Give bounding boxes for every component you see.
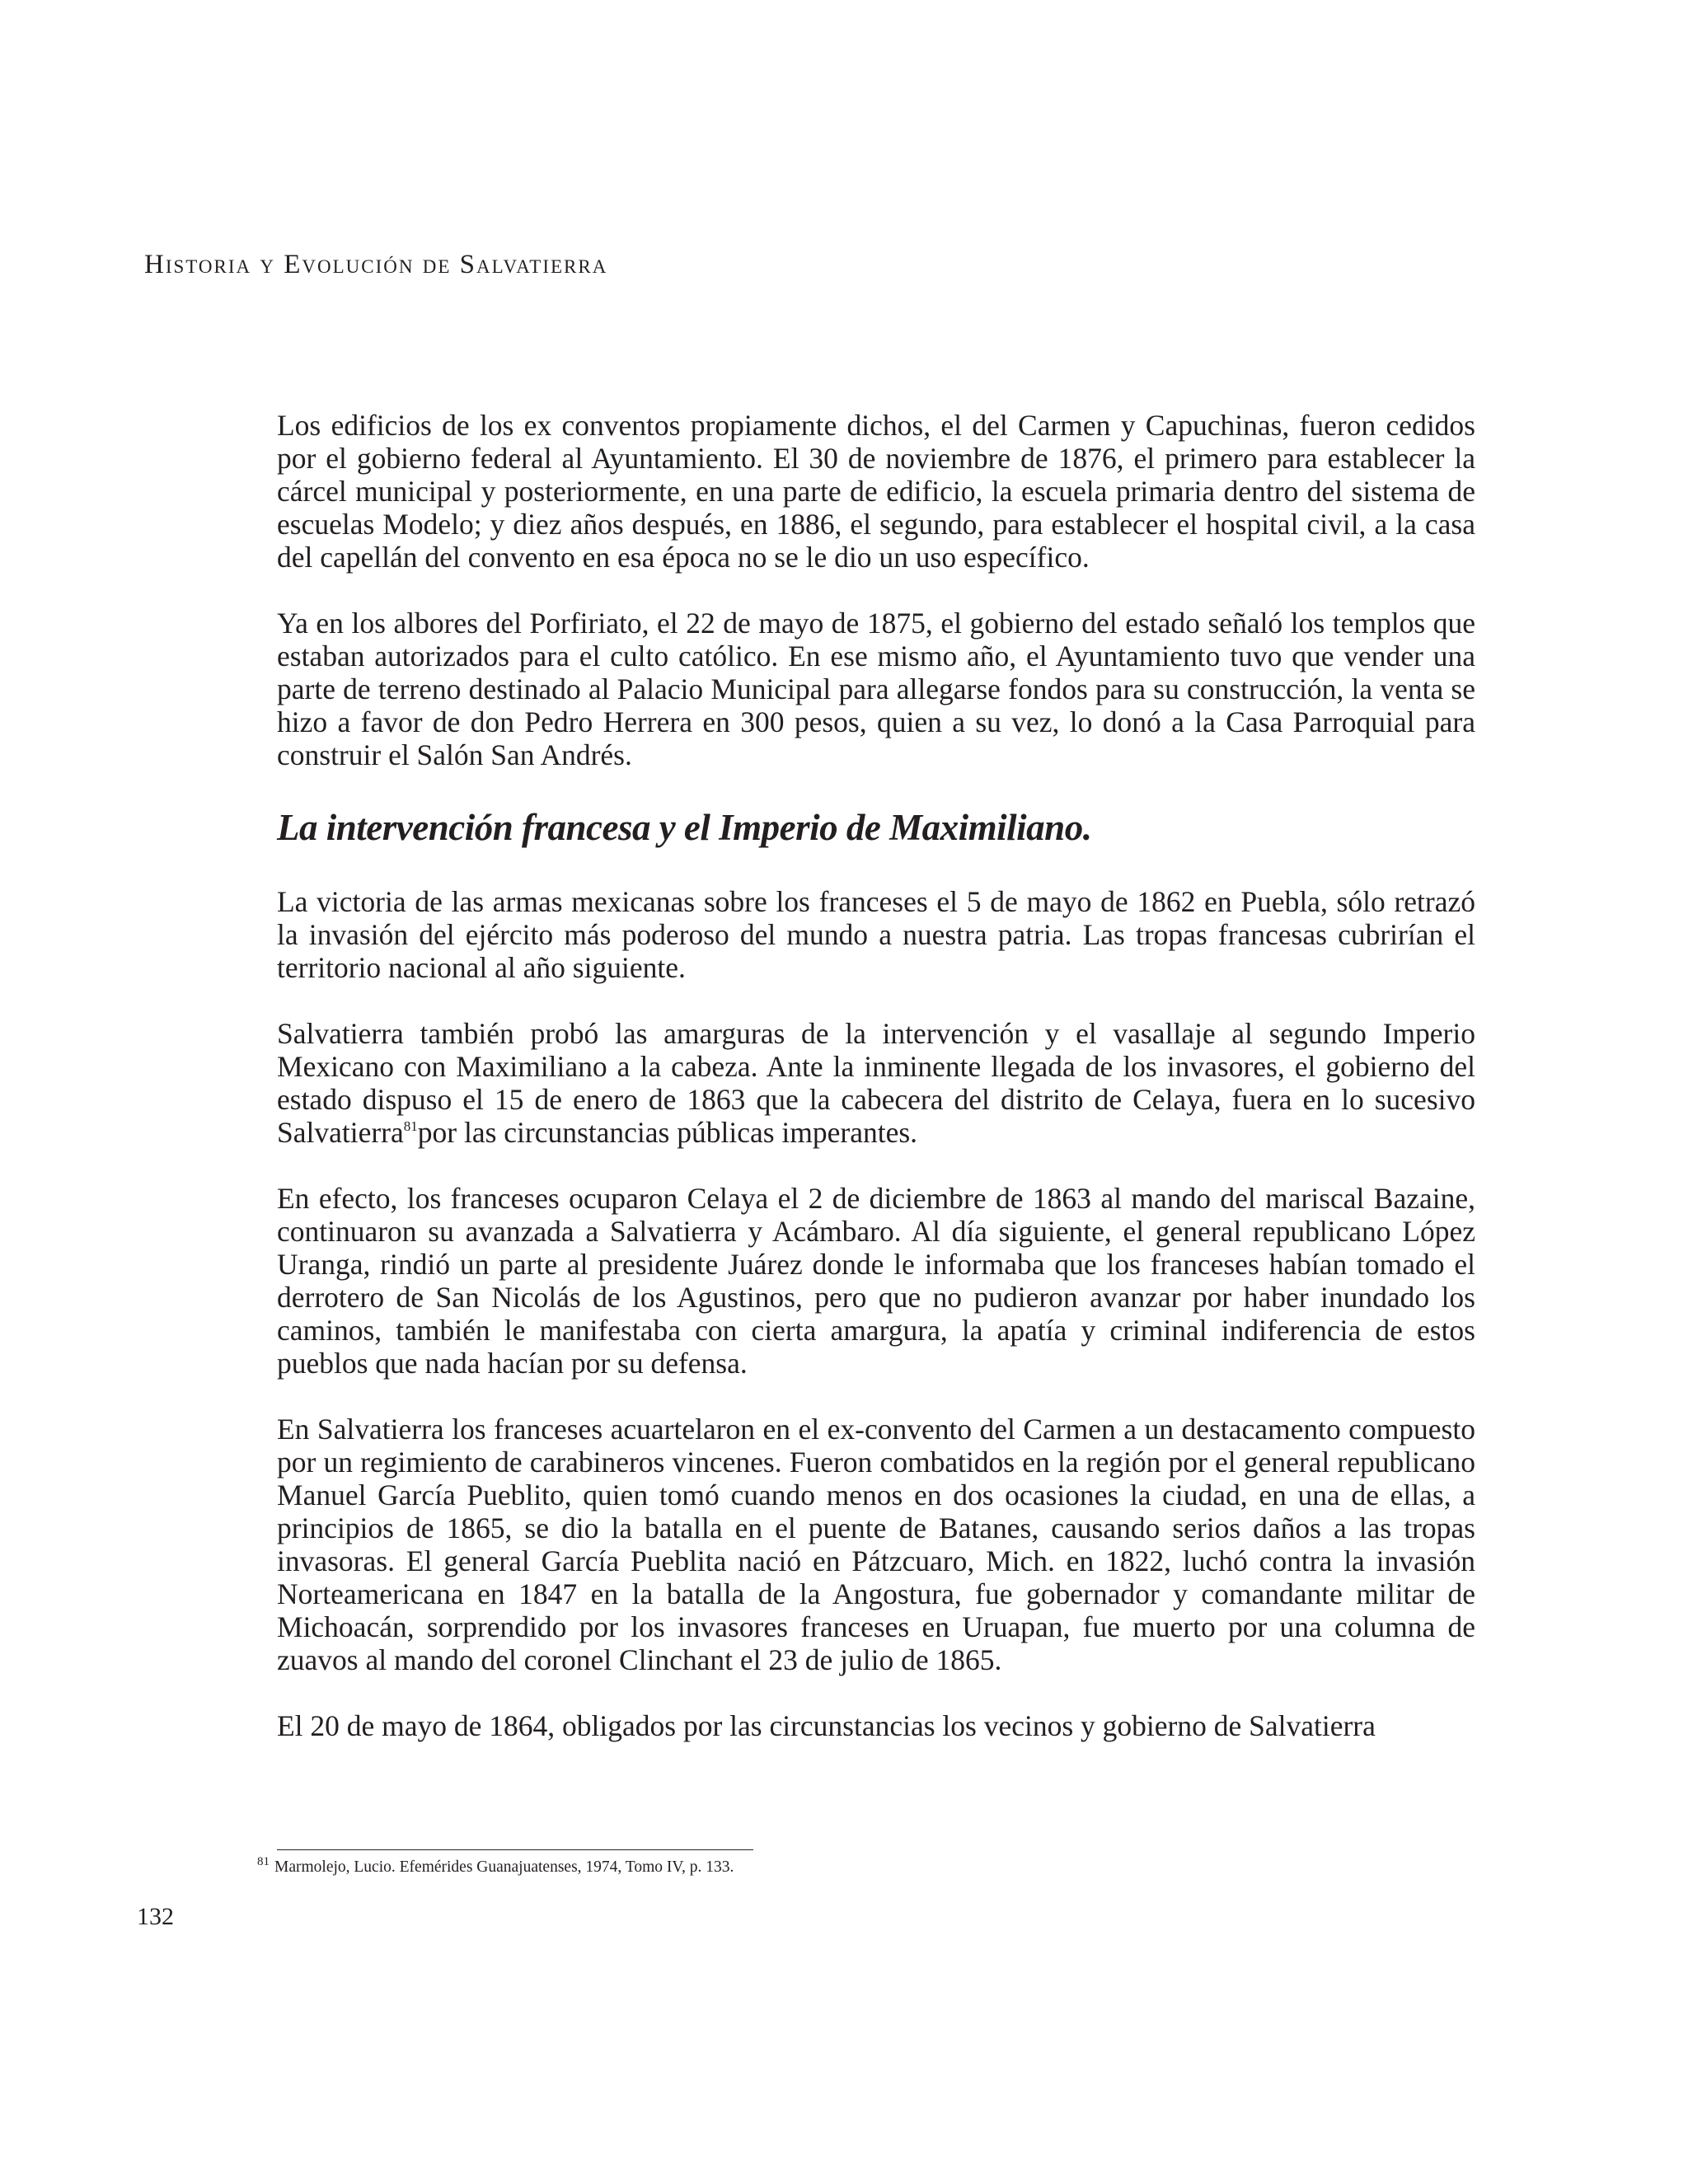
footnote <box>257 1857 734 1878</box>
paragraph-salvatierra <box>277 1017 1475 1149</box>
paragraph-1864: El 20 de mayo de 1864, obligados por las circunstancias los vecinos y gobierno de Salvatierra <box>277 1709 1376 1742</box>
paragraph-victoria: La victoria de las armas mexicanas sobre los franceses el 5 de mayo de 1862 en Puebla, sólo retrazó la invasión del ejército más poderoso del mundo a nuestra patria. Las tropas francesas cubrirían el territorio nacional al año siguiente. <box>277 885 1475 984</box>
page-number: 132 <box>137 1903 174 1930</box>
paragraph-salvatierra-text: Salvatierra también probó las amarguras de la intervención y el vasallaje al segundo Imperio Mexicano con Maximiliano a la cabeza. Ante la inminente llegada de los invasores, el gobierno del estado dispuso el 15 de enero de 1863 que la cabecera del distrito de Celaya, fuera en lo sucesivo Salvatierra <box>277 1017 1475 1149</box>
footnote-text: Marmolejo, Lucio. Efemérides Guanajuatenses, 1974, Tomo IV, p. 133. <box>274 1858 734 1876</box>
paragraph-ex-conventos: Los edificios de los ex conventos propiamente dichos, el del Carmen y Capuchinas, fueron cedidos por el gobierno federal al Ayuntamiento. El 30 de noviembre de 1876, el primero para establecer la cárcel municipal y posteriormente, en una parte de edificio, la escuela primaria dentro del sistema de escuelas Modelo; y diez años después, en 1886, el segundo, para establecer el hospital civil, a la casa del capellán del convento en esa época no se le dio un uso específico. <box>277 409 1475 574</box>
body-text <box>277 409 1475 1775</box>
running-head: Historia y Evolución de Salvatierra <box>144 250 608 279</box>
footnote-divider <box>277 1849 753 1850</box>
section-heading: La intervención francesa y el Imperio de Maximiliano. <box>277 807 1092 848</box>
paragraph-celaya: En efecto, los franceses ocuparon Celaya el 2 de diciembre de 1863 al mando del mariscal Bazaine, continuaron su avanzada a Salvatierra y Acámbaro. Al día siguiente, el general republicano López Uranga, rindió un parte al presidente Juárez donde le informaba que los franceses habían tomado el derrotero de San Nicolás de los Agustinos, pero que no pudieron avanzar por haber inundado los caminos, también le manifestaba con cierta amargura, la apatía y criminal indiferencia de estos pueblos que nada hacían por su defensa. <box>277 1182 1475 1380</box>
paragraph-porfiriato: Ya en los albores del Porfiriato, el 22 de mayo de 1875, el gobierno del estado señaló los templos que estaban autorizados para el culto católico. En ese mismo año, el Ayuntamiento tuvo que vender una parte de terreno destinado al Palacio Municipal para allegarse fondos para su construcción, la venta se hizo a favor de don Pedro Herrera en 300 pesos, quien a su vez, lo donó a la Casa Parroquial para construir el Salón San Andrés. <box>277 607 1475 771</box>
footnote-reference[interactable]: 81 <box>403 1118 418 1134</box>
footnote-number: 81 <box>257 1855 270 1868</box>
paragraph-salvatierra-text-end: por las circunstancias públicas imperantes. <box>417 1116 918 1149</box>
paragraph-carmen: En Salvatierra los franceses acuartelaron en el ex-convento del Carmen a un destacamento compuesto por un regimiento de carabineros vincenes. Fueron combatidos en la región por el general republicano Manuel García Pueblito, quien tomó cuando menos en dos ocasiones la ciudad, en una de ellas, a principios de 1865, se dio la batalla en el puente de Batanes, causando serios daños a las tropas invasoras. El general García Pueblita nació en Pátzcuaro, Mich. en 1822, luchó contra la invasión Norteamericana en 1847 en la batalla de la Angostura, fue gobernador y comandante militar de Michoacán, sorprendido por los invasores franceses en Uruapan, fue muerto por una columna de zuavos al mando del coronel Clinchant el 23 de julio de 1865. <box>277 1413 1475 1676</box>
